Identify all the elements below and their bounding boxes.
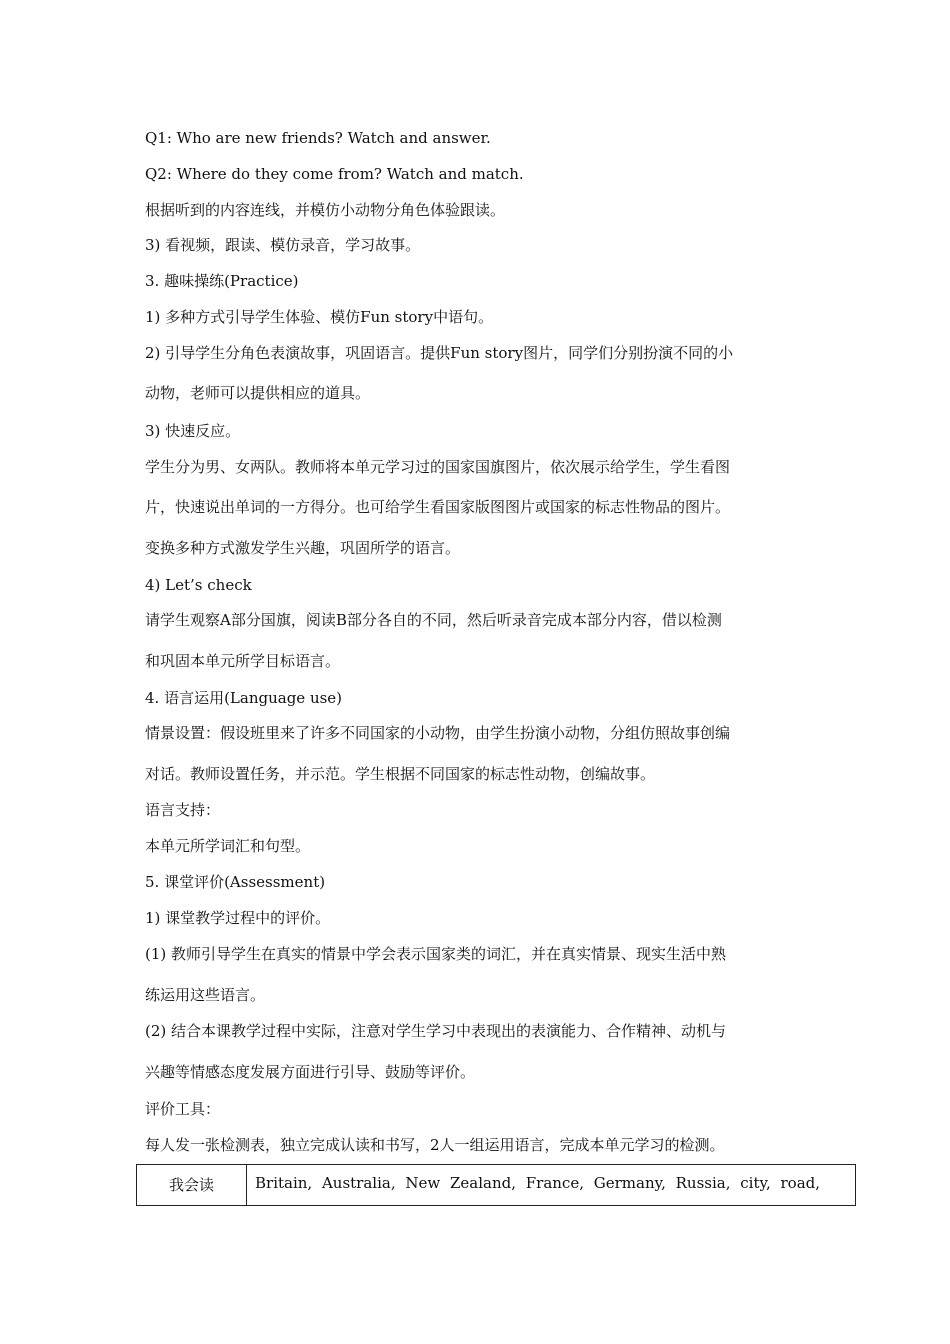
paragraph-line: 3) 看视频，跟读、模仿录音，学习故事。 <box>145 236 421 254</box>
paragraph-line: 动物，老师可以提供相应的道具。 <box>145 384 371 402</box>
paragraph-line: 变换多种方式激发学生兴趣，巩固所学的语言。 <box>145 539 461 557</box>
paragraph-line: Q2: Where do they come from? Watch and match. <box>145 165 524 183</box>
table-label-cell: 我会读 <box>137 1165 247 1205</box>
paragraph-line: 评价工具： <box>145 1100 221 1118</box>
paragraph-line: (1) 教师引导学生在真实的情景中学会表示国家类的词汇，并在真实情景、现实生活中熟 <box>145 945 727 963</box>
paragraph-line: 1) 课堂教学过程中的评价。 <box>145 909 331 927</box>
paragraph-line: 2) 引导学生分角色表演故事，巩固语言。提供Fun story图片，同学们分别扮演不同的小 <box>145 344 734 362</box>
paragraph-line: 语言支持： <box>145 801 221 819</box>
paragraph-line: 学生分为男、女两队。教师将本单元学习过的国家国旗图片，依次展示给学生，学生看图 <box>145 458 731 476</box>
section-heading: 5. 课堂评价(Assessment) <box>145 873 326 891</box>
paragraph-line: 和巩固本单元所学目标语言。 <box>145 652 341 670</box>
paragraph-line: 3) 快速反应。 <box>145 422 241 440</box>
assessment-table <box>136 1164 856 1206</box>
paragraph-line: 情景设置：假设班里来了许多不同国家的小动物，由学生扮演小动物，分组仿照故事创编 <box>145 724 731 742</box>
paragraph-line: 根据听到的内容连线，并模仿小动物分角色体验跟读。 <box>145 201 506 219</box>
paragraph-line: Q1: Who are new friends? Watch and answer. <box>145 129 491 147</box>
paragraph-line: 片，快速说出单词的一方得分。也可给学生看国家版图图片或国家的标志性物品的图片。 <box>145 498 731 516</box>
paragraph-line: 4) Let’s check <box>145 576 252 594</box>
paragraph-line: 每人发一张检测表，独立完成认读和书写，2人一组运用语言，完成本单元学习的检测。 <box>145 1136 725 1154</box>
table-content-cell: Britain, Australia, New Zealand, France, Germany, Russia, city, road, <box>255 1174 821 1192</box>
paragraph-line: 本单元所学词汇和句型。 <box>145 837 311 855</box>
paragraph-line: 请学生观察A部分国旗，阅读B部分各自的不同，然后听录音完成本部分内容，借以检测 <box>145 611 722 629</box>
section-heading: 4. 语言运用(Language use) <box>145 689 343 707</box>
section-heading: 3. 趣味操练(Practice) <box>145 272 299 290</box>
paragraph-line: 1) 多种方式引导学生体验、模仿Fun story中语句。 <box>145 308 494 326</box>
paragraph-line: (2) 结合本课教学过程中实际，注意对学生学习中表现出的表演能力、合作精神、动机与 <box>145 1022 727 1040</box>
paragraph-line: 对话。教师设置任务，并示范。学生根据不同国家的标志性动物，创编故事。 <box>145 765 656 783</box>
paragraph-line: 兴趣等情感态度发展方面进行引导、鼓励等评价。 <box>145 1063 476 1081</box>
paragraph-line: 练运用这些语言。 <box>145 986 266 1004</box>
